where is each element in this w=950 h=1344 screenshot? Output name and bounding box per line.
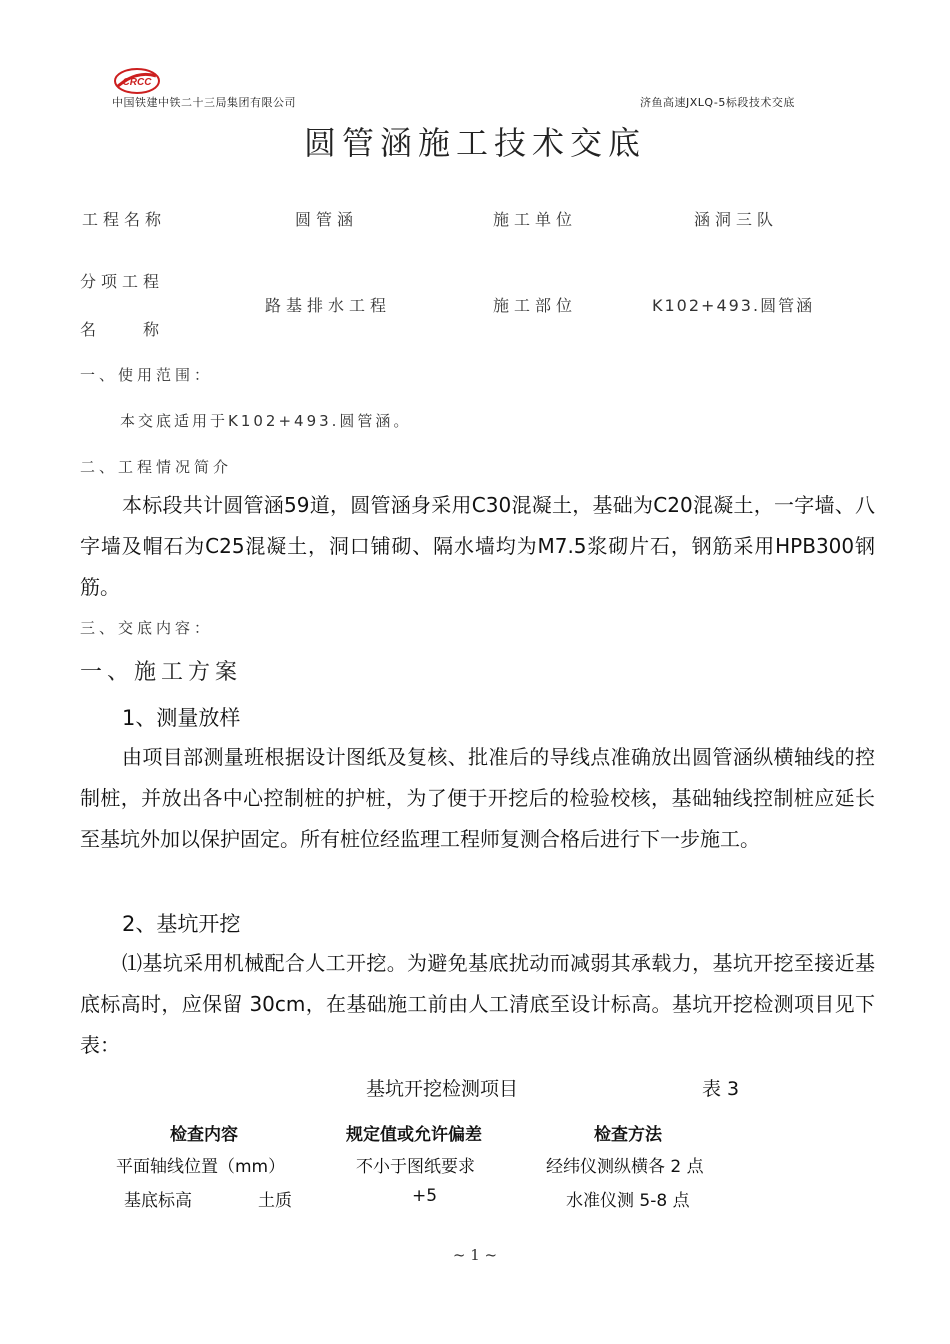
unit-label: 施工单位	[493, 210, 578, 229]
table-header-tolerance: 规定值或允许偏差	[346, 1125, 482, 1145]
table-title: 基坑开挖检测项目	[366, 1078, 519, 1100]
project-name-label: 工程名称	[82, 210, 167, 229]
project-name: 济鱼高速JXLQ-5标段技术交底	[640, 96, 795, 109]
section-2-heading: 二、工程情况简介	[80, 458, 233, 476]
excavation-text: ⑴基坑采用机械配合人工开挖。为避免基底扰动而减弱其承载力，基坑开挖至接近基底标高时，应保留 30cm，在基础施工前由人工清底至设计标高。基坑开挖检测项目见下表：	[80, 951, 875, 1057]
logo-text: CRCC	[122, 77, 152, 88]
company-name: 中国铁建中铁二十三局集团有限公司	[112, 96, 296, 109]
table-cell: +5	[412, 1186, 438, 1206]
section-1-text: 本交底适用于K102+493.圆管涵。	[120, 412, 412, 430]
table-cell: 基底标高	[124, 1191, 192, 1211]
table-cell: 平面轴线位置（mm）	[116, 1157, 286, 1177]
sub-project-label-1: 分项工程	[80, 272, 165, 291]
sub-project-value: 路基排水工程	[265, 296, 392, 315]
survey-text: 由项目部测量班根据设计图纸及复核、批准后的导线点准确放出圆管涵纵横轴线的控制桩，并放出各中心控制桩的护桩，为了便于开挖后的检验校核，基础轴线控制桩应延长至基坑外加以保护固定。所有桩位经监理工程师复测合格后进行下一步施工。	[80, 745, 875, 851]
table-cell: 不小于图纸要求	[356, 1157, 475, 1177]
crcc-logo-icon	[112, 66, 162, 96]
section-2-text: 本标段共计圆管涵59道，圆管涵身采用C30混凝土，基础为C20混凝土，一字墙、八字墙及帽石为C25混凝土，洞口铺砌、隔水墙均为M7.5浆砌片石，钢筋采用HPB300钢筋。	[80, 493, 875, 599]
table-header-method: 检查方法	[594, 1125, 662, 1145]
page-title: 圆管涵施工技术交底	[303, 124, 646, 162]
project-name-value: 圆管涵	[295, 210, 359, 229]
page-number: ~ 1 ~	[452, 1246, 498, 1264]
table-header-content: 检查内容	[170, 1125, 238, 1145]
location-value: K102+493.圆管涵	[652, 296, 815, 315]
plan-heading: 一、施工方案	[80, 660, 243, 685]
table-cell: 土质	[258, 1191, 292, 1211]
section-1-heading: 一、使用范围：	[80, 366, 214, 384]
location-label: 施工部位	[493, 296, 578, 315]
sub-project-label-2: 名 称	[80, 320, 165, 339]
excavation-heading: 2、基坑开挖	[122, 912, 241, 936]
section-3-heading: 三、交底内容：	[80, 619, 214, 637]
table-cell: 经纬仪测纵横各 2 点	[546, 1157, 704, 1177]
table-number: 表 3	[702, 1078, 740, 1100]
table-cell: 水准仪测 5-8 点	[566, 1191, 690, 1211]
unit-value: 涵洞三队	[694, 210, 779, 229]
survey-heading: 1、测量放样	[122, 706, 241, 730]
